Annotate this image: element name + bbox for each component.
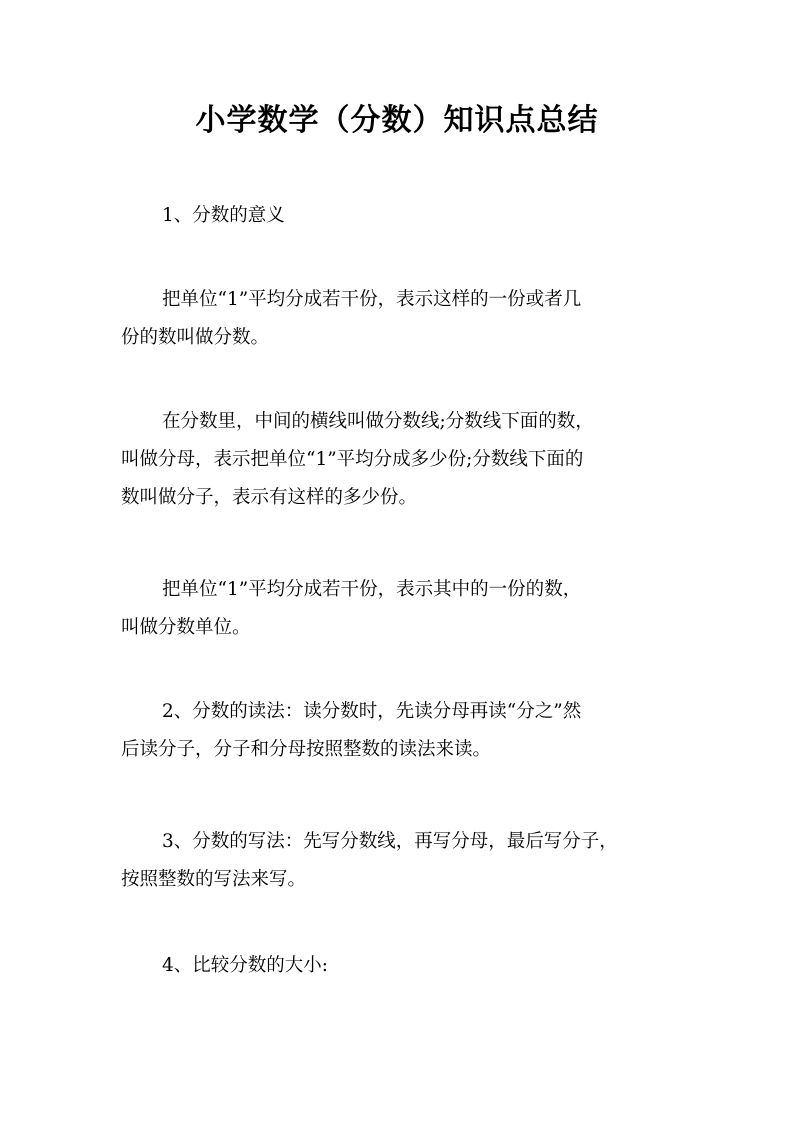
paragraph-reading (121, 693, 681, 769)
paragraph-fraction-unit (121, 571, 681, 647)
paragraph-writing (121, 823, 681, 899)
paragraph-line: 数叫做分子，表示有这样的多少份。 (121, 487, 418, 508)
paragraph-line: 把单位“1”平均分成若干份，表示其中的一份的数， (162, 579, 582, 600)
paragraph-line: 叫做分数单位。 (121, 617, 251, 638)
paragraph-line: 按照整数的写法来写。 (121, 869, 307, 890)
section-heading-meaning: 1、分数的意义 (162, 205, 285, 226)
paragraph-definition (121, 281, 681, 357)
paragraph-line: 在分数里，中间的横线叫做分数线;分数线下面的数， (162, 411, 594, 432)
section-heading-compare: 4、比较分数的大小: (162, 955, 329, 976)
page-title: 小学数学（分数）知识点总结 (195, 103, 599, 138)
paragraph-line: 把单位“1”平均分成若干份，表示这样的一份或者几 (162, 289, 582, 310)
paragraph-line: 2、分数的读法：读分数时，先读分母再读“分之”然 (162, 701, 582, 722)
paragraph-numerator-denominator (121, 403, 681, 517)
paragraph-line: 后读分子，分子和分母按照整数的读法来读。 (121, 739, 492, 760)
paragraph-line: 叫做分母，表示把单位“1”平均分成多少份;分数线下面的 (121, 449, 584, 470)
paragraph-line: 3、分数的写法：先写分数线，再写分母，最后写分子， (162, 831, 618, 852)
paragraph-line: 份的数叫做分数。 (121, 327, 270, 348)
